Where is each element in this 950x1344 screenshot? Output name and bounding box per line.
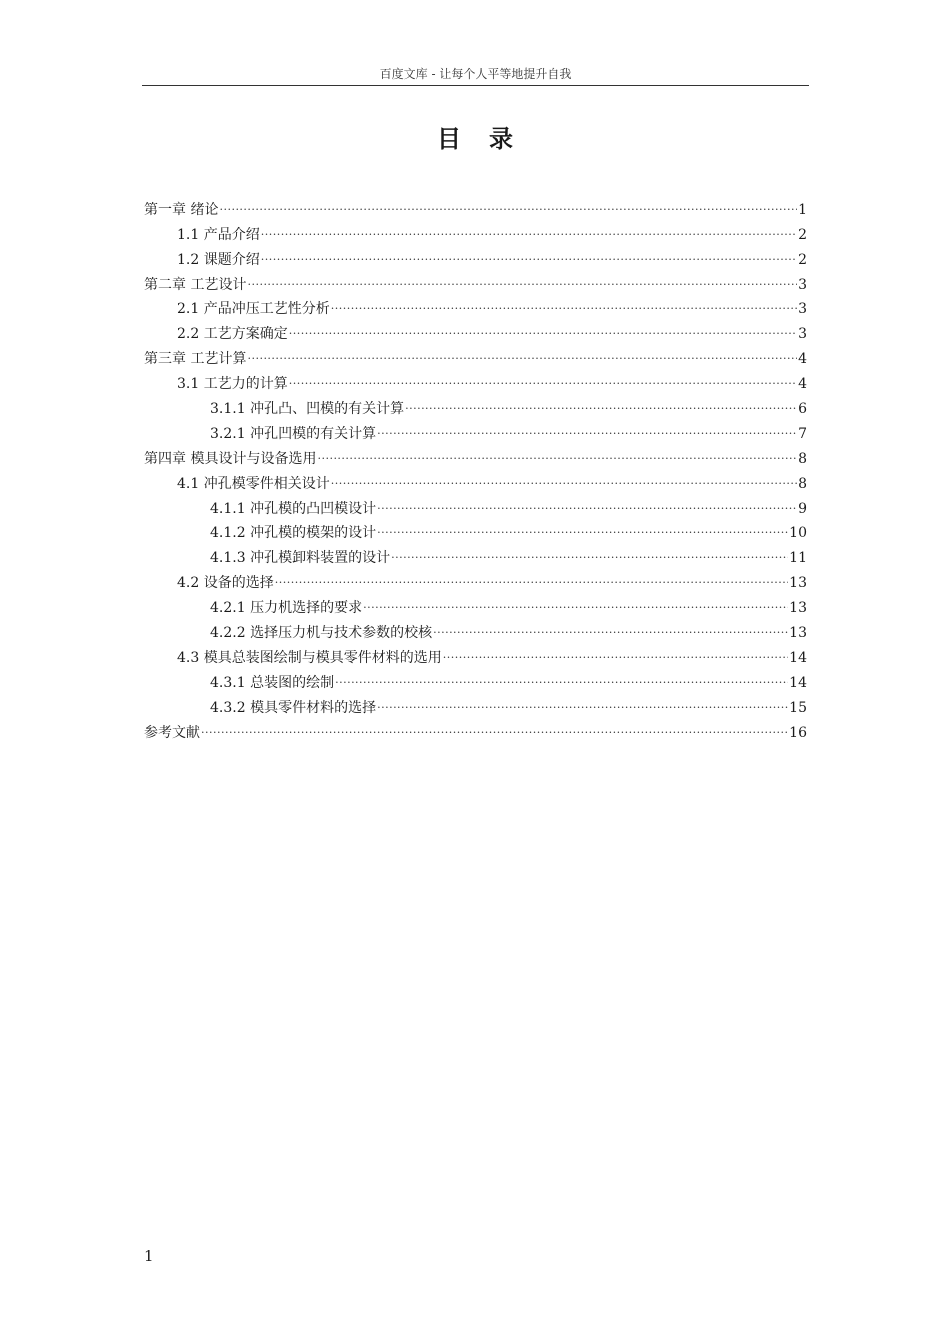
toc-entry-title: 1.2 课题介绍 [177,251,260,268]
toc-dot-leader [443,637,788,662]
page-header [142,66,809,86]
toc-entry[interactable] [144,189,807,218]
toc-dot-leader [247,338,797,363]
toc-entry-page: 14 [789,674,807,691]
header-text: 百度文库 - 让每个人平等地提升自我 [379,67,572,81]
toc-dot-leader [377,513,788,538]
toc-entry-title: 4.1.1 冲孔模的凸凹模设计 [210,500,377,517]
toc-entry[interactable] [144,712,807,741]
toc-entry-title: 3.1 工艺力的计算 [177,376,288,393]
toc-entry-page: 15 [789,699,807,716]
toc-dot-leader [219,189,797,214]
toc-dot-leader [289,313,797,338]
toc-entry-page: 16 [789,724,807,741]
toc-entry-page: 2 [798,226,807,243]
toc-entry-title: 4.2.2 选择压力机与技术参数的校核 [210,625,433,642]
toc-entry-title: 2.1 产品冲压工艺性分析 [177,301,330,318]
toc-dot-leader [405,388,797,413]
toc-entry-page: 10 [789,525,807,542]
toc-entry-title: 3.1.1 冲孔凸、凹模的有关计算 [210,401,405,418]
toc-dot-leader [335,662,788,687]
toc-entry-page: 4 [798,351,807,368]
toc-entry-title: 4.1.2 冲孔模的模架的设计 [210,525,377,542]
toc-entry-title: 4.3.1 总装图的绘制 [210,674,335,691]
toc-entry-page: 2 [798,251,807,268]
toc-dot-leader [317,438,797,463]
toc-dot-leader [377,687,788,712]
toc-dot-leader [331,463,797,488]
toc-entry-page: 3 [798,326,807,343]
toc-dot-leader [377,488,797,513]
toc-entry-title: 第二章 工艺设计 [144,276,247,293]
page-title: 目录 [437,124,541,153]
toc-entry-page: 14 [789,649,807,666]
toc-entry-page: 1 [798,201,807,218]
toc-entry-title: 1.1 产品介绍 [177,226,260,243]
toc-entry-title: 4.3.2 模具零件材料的选择 [210,699,377,716]
toc-entry-page: 6 [798,401,807,418]
toc-dot-leader [391,537,788,562]
toc-entry-page: 11 [789,550,807,567]
toc-entry-page: 13 [789,575,807,592]
toc-entry-page: 7 [798,425,807,442]
toc-entry-title: 第四章 模具设计与设备选用 [144,450,317,467]
toc-entry-title: 第三章 工艺计算 [144,351,247,368]
toc-dot-leader [289,363,797,388]
toc-entry-page: 3 [798,301,807,318]
toc-dot-leader [261,239,797,264]
toc-entry-page: 3 [798,276,807,293]
toc-entry-title: 第一章 绪论 [144,201,219,218]
toc-entry-title: 4.3 模具总装图绘制与模具零件材料的选用 [177,649,442,666]
toc-entry-page: 13 [789,625,807,642]
toc-entry-title: 4.1 冲孔模零件相关设计 [177,475,330,492]
toc-entry-page: 8 [798,475,807,492]
toc-entry-page: 13 [789,600,807,617]
table-of-contents [144,189,807,741]
toc-entry[interactable] [144,214,807,243]
toc-entry-title: 4.2 设备的选择 [177,575,274,592]
toc-entry-title: 2.2 工艺方案确定 [177,326,288,343]
toc-entry-page: 8 [798,450,807,467]
toc-dot-leader [275,562,788,587]
toc-dot-leader [261,214,797,239]
toc-dot-leader [247,264,797,289]
toc-entry-page: 4 [798,376,807,393]
toc-dot-leader [331,289,797,314]
toc-entry-page: 9 [798,500,807,517]
toc-entry-title: 4.1.3 冲孔模卸料装置的设计 [210,550,391,567]
toc-entry-title: 参考文献 [144,724,200,741]
toc-dot-leader [363,587,788,612]
toc-dot-leader [377,413,797,438]
toc-dot-leader [433,612,788,637]
toc-dot-leader [201,712,788,737]
toc-entry-title: 3.2.1 冲孔凹模的有关计算 [210,425,377,442]
page-number: 1 [144,1247,154,1265]
toc-entry-title: 4.2.1 压力机选择的要求 [210,600,363,617]
